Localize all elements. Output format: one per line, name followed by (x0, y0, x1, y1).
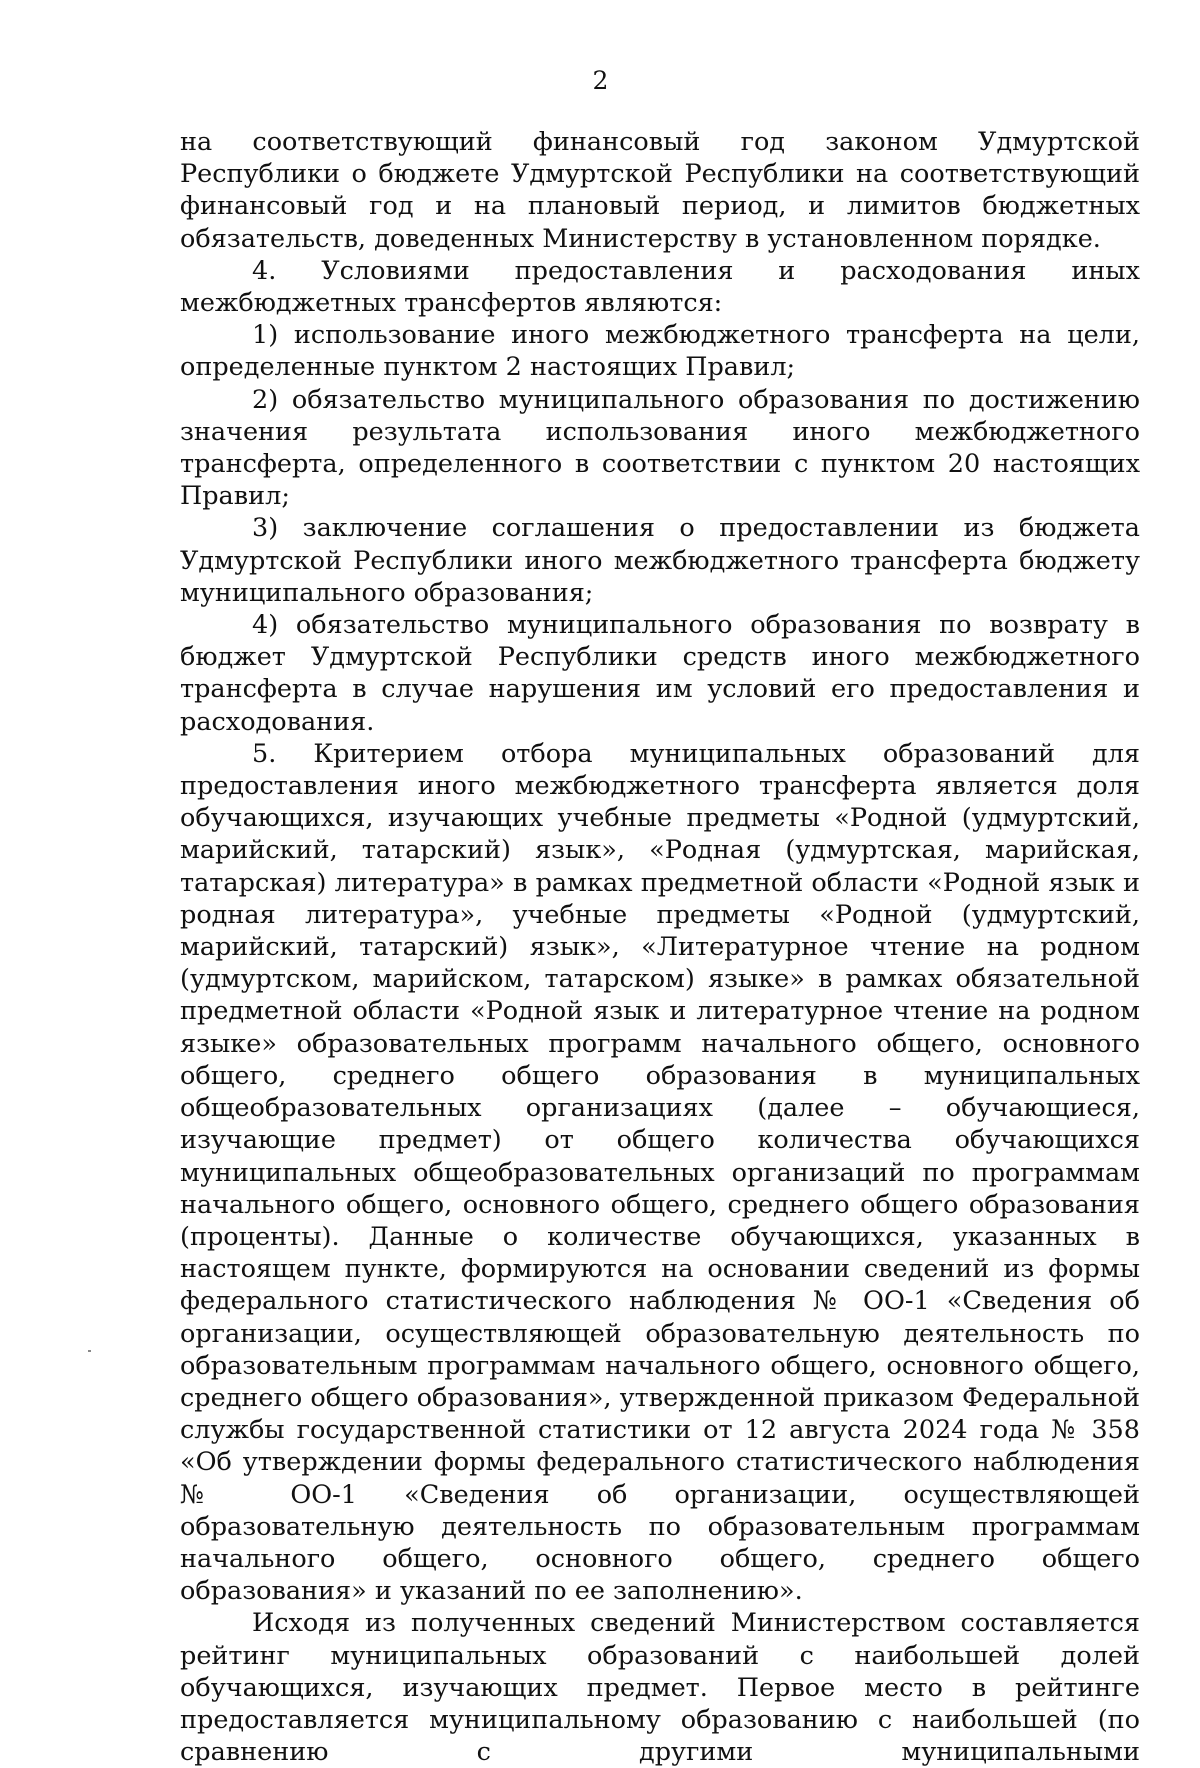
paragraph-rating: Исходя из полученных сведений Министерством составляется рейтинг муниципальных образований с наибольшей долей обучающихся, изучающих предмет. Первое место в рейтинге предоставляется муниципальному образованию с наибольшей (по сравнению с другими муниципальными (180, 1608, 1140, 1768)
document-body (180, 126, 1140, 1768)
paragraph-item-4: 4. Условиями предоставления и расходования иных межбюджетных трансфертов являются: (180, 255, 1140, 319)
paragraph-subitem-2: 2) обязательство муниципального образования по достижению значения результата использования иного межбюджетного трансферта, определенного в соответствии с пунктом 20 настоящих Правил; (180, 384, 1140, 512)
paragraph-item-5: 5. Критерием отбора муниципальных образований для предоставления иного межбюджетного трансферта является доля обучающихся, изучающих учебные предметы «Родной (удмуртский, марийский, татарский) язык», «Родная (удмуртская, марийская, татарская) литература» в рамках предметной области «Родной язык и родная литература», учебные предметы «Родной (удмуртский, марийский, татарский) язык», «Литературное чтение на родном (удмуртском, марийском, татарском) языке» в рамках обязательной предметной области «Родной язык и литературное чтение на родном языке» образовательных программ начального общего, основного общего, среднего общего образования в муниципальных общеобразовательных организациях (далее – обучающиеся, изучающие предмет) от общего количества обучающихся муниципальных общеобразовательных организаций по программам начального общего, основного общего, среднего общего образования (проценты). Данные о количестве обучающихся, указанных в настоящем пункте, формируются на основании сведений из формы федерального статистического наблюдения № ОО-1 «Сведения об организации, осуществляющей образовательную деятельность по образовательным программам начального общего, основного общего, среднего общего образования», утвержденной приказом Федеральной службы государственной статистики от 12 августа 2024 года № 358 «Об утверждении формы федерального статистического наблюдения № ОО-1 «Сведения об организации, осуществляющей образовательную деятельность по образовательным программам начального общего, основного общего, среднего общего образования» и указаний по ее заполнению». (180, 738, 1140, 1607)
page-number: 2 (592, 66, 609, 95)
paragraph-subitem-3: 3) заключение соглашения о предоставлении из бюджета Удмуртской Республики иного межбюджетного трансферта бюджету муниципального образования; (180, 513, 1140, 608)
paragraph-subitem-4: 4) обязательство муниципального образования по возврату в бюджет Удмуртской Республики средств иного межбюджетного трансферта в случае нарушения им условий его предоставления и расходования. (180, 610, 1140, 737)
paragraph-subitem-1: 1) использование иного межбюджетного трансферта на цели, определенные пунктом 2 настоящих Правил; (180, 320, 1140, 383)
scan-artifact (88, 1350, 91, 1352)
paragraph-continuation: на соответствующий финансовый год законом Удмуртской Республики о бюджете Удмуртской Республики на соответствующий финансовый год и на плановый период, и лимитов бюджетных обязательств, доведенных Министерству в установленном порядке. (180, 127, 1140, 254)
